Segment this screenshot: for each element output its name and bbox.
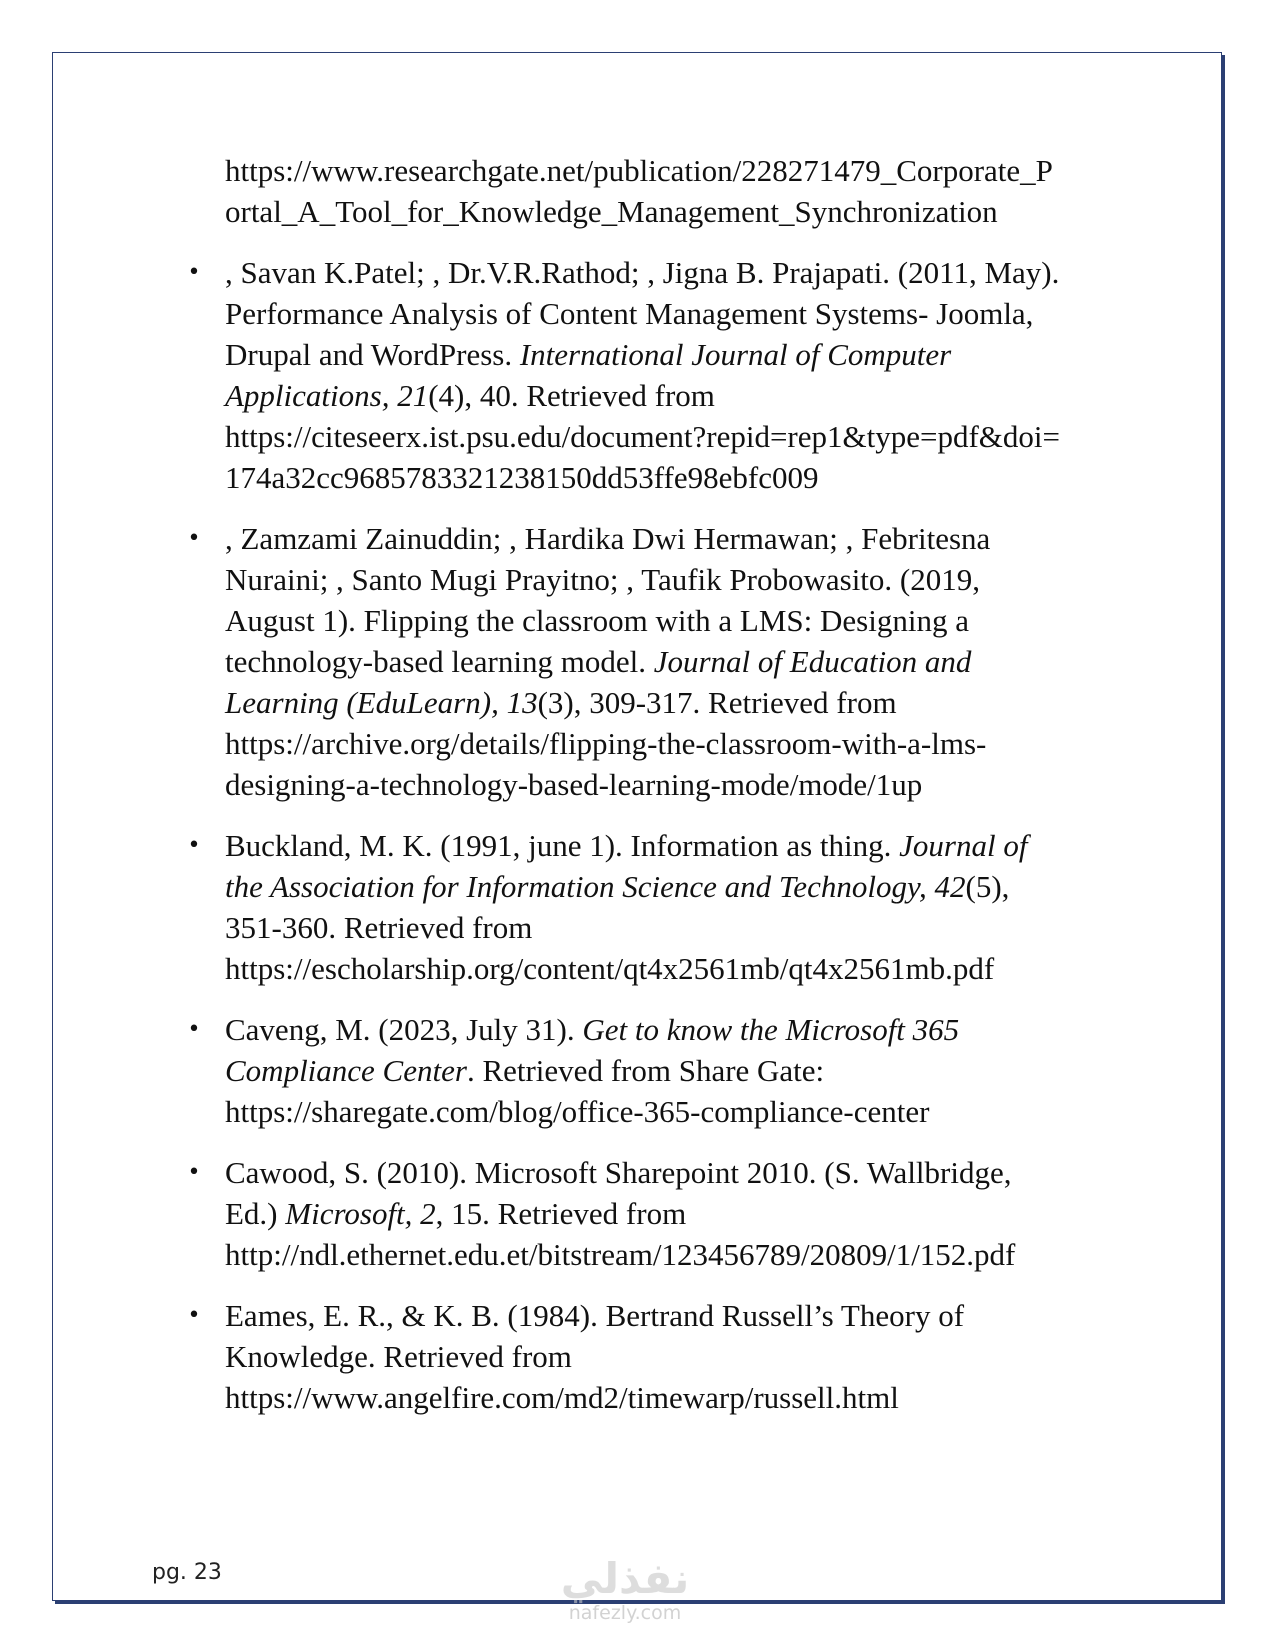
reference-line <box>225 1193 1145 1234</box>
reference-line <box>225 866 1145 907</box>
text-segment: , 15. Retrieved from <box>435 1196 687 1231</box>
text-segment: Nuraini; , Santo Mugi Prayitno; , Taufik Probowasito. (2019, <box>225 562 980 597</box>
reference-line <box>225 948 1145 989</box>
text-segment: https://escholarship.org/content/qt4x2561mb/qt4x2561mb.pdf <box>225 951 995 986</box>
italic-segment: Learning (EduLearn), 13 <box>225 685 538 720</box>
reference-line <box>225 559 1145 600</box>
bullet-icon: • <box>187 1160 201 1185</box>
reference-item <box>187 252 1145 498</box>
reference-line <box>225 1050 1145 1091</box>
text-segment: (3), 309-317. Retrieved from <box>537 685 897 720</box>
reference-line <box>225 641 1145 682</box>
watermark <box>540 1556 710 1624</box>
bullet-icon: • <box>187 260 201 285</box>
text-segment: Eames, E. R., & K. B. (1984). Bertrand Russell’s Theory of <box>225 1298 965 1333</box>
reference-item <box>187 1009 1145 1132</box>
italic-segment: Get to know the Microsoft 365 <box>582 1012 960 1047</box>
text-segment: (5), <box>965 869 1010 904</box>
text-segment: August 1). Flipping the classroom with a LMS: Designing a <box>225 603 969 638</box>
reference-line: https://www.researchgate.net/publication/228271479_Corporate_P <box>225 153 1053 188</box>
references-content <box>187 150 1145 1438</box>
text-segment: Cawood, S. (2010). Microsoft Sharepoint 2010. (S. Wallbridge, <box>225 1155 1012 1190</box>
reference-line <box>225 416 1145 457</box>
bullet-icon: • <box>187 833 201 858</box>
reference-line <box>225 518 1145 559</box>
text-segment: designing-a-technology-based-learning-mode/mode/1up <box>225 767 923 802</box>
reference-line <box>225 293 1145 334</box>
reference-line <box>225 600 1145 641</box>
text-segment: , Savan K.Patel; , Dr.V.R.Rathod; , Jigna B. Prajapati. (2011, May). <box>225 255 1060 290</box>
text-segment: Caveng, M. (2023, July 31). <box>225 1012 583 1047</box>
reference-line <box>225 375 1145 416</box>
reference-line <box>225 457 1145 498</box>
text-segment: https://archive.org/details/flipping-the-classroom-with-a-lms- <box>225 726 987 761</box>
text-segment: , Zamzami Zainuddin; , Hardika Dwi Hermawan; , Febritesna <box>225 521 991 556</box>
reference-line <box>225 252 1145 293</box>
text-segment: Knowledge. Retrieved from <box>225 1339 572 1374</box>
watermark-url: nafezly.com <box>568 1602 682 1624</box>
italic-segment: Journal of Education and <box>653 644 972 679</box>
reference-line <box>225 1091 1145 1132</box>
text-segment: 174a32cc9685783321238150dd53ffe98ebfc009 <box>225 460 819 495</box>
text-segment: http://ndl.ethernet.edu.et/bitstream/123456789/20809/1/152.pdf <box>225 1237 1016 1272</box>
reference-line <box>225 1377 1145 1418</box>
italic-segment: the Association for Information Science and Technology, 42 <box>225 869 966 904</box>
text-segment: https://www.angelfire.com/md2/timewarp/russell.html <box>225 1380 899 1415</box>
reference-line <box>225 1009 1145 1050</box>
reference-line <box>225 1295 1145 1336</box>
italic-segment: Compliance Center <box>225 1053 467 1088</box>
reference-line: ortal_A_Tool_for_Knowledge_Management_Synchronization <box>225 194 998 229</box>
reference-list <box>187 252 1145 1418</box>
reference-item <box>187 1295 1145 1418</box>
bullet-icon: • <box>187 526 201 551</box>
text-segment: Ed.) <box>225 1196 286 1231</box>
reference-item <box>187 825 1145 989</box>
bullet-icon: • <box>187 1303 201 1328</box>
reference-line <box>225 723 1145 764</box>
text-segment: Performance Analysis of Content Management Systems- Joomla, <box>225 296 1034 331</box>
text-segment: (4), 40. Retrieved from <box>428 378 715 413</box>
text-segment: . Retrieved from Share Gate: <box>466 1053 825 1088</box>
reference-line <box>225 1234 1145 1275</box>
reference-line <box>225 764 1145 805</box>
continued-reference <box>225 150 1145 232</box>
bullet-icon: • <box>187 1017 201 1042</box>
italic-segment: Applications, 21 <box>225 378 429 413</box>
watermark-logo: نفذلي <box>560 1554 690 1603</box>
italic-segment: Journal of <box>899 828 1028 863</box>
page-number: pg. 23 <box>152 1560 222 1585</box>
reference-line <box>225 907 1145 948</box>
reference-item <box>187 1152 1145 1275</box>
reference-line <box>225 825 1145 866</box>
reference-line <box>225 1336 1145 1377</box>
text-segment: https://sharegate.com/blog/office-365-compliance-center <box>225 1094 930 1129</box>
text-segment: https://citeseerx.ist.psu.edu/document?repid=rep1&type=pdf&doi= <box>225 419 1061 454</box>
reference-line <box>225 682 1145 723</box>
reference-line <box>225 1152 1145 1193</box>
reference-line <box>225 334 1145 375</box>
reference-item <box>187 518 1145 805</box>
text-segment: Drupal and WordPress. <box>225 337 520 372</box>
italic-segment: Microsoft, 2 <box>285 1196 436 1231</box>
text-segment: 351-360. Retrieved from <box>225 910 533 945</box>
text-segment: technology-based learning model. <box>225 644 654 679</box>
italic-segment: International Journal of Computer <box>519 337 952 372</box>
text-segment: Buckland, M. K. (1991, june 1). Information as thing. <box>225 828 900 863</box>
